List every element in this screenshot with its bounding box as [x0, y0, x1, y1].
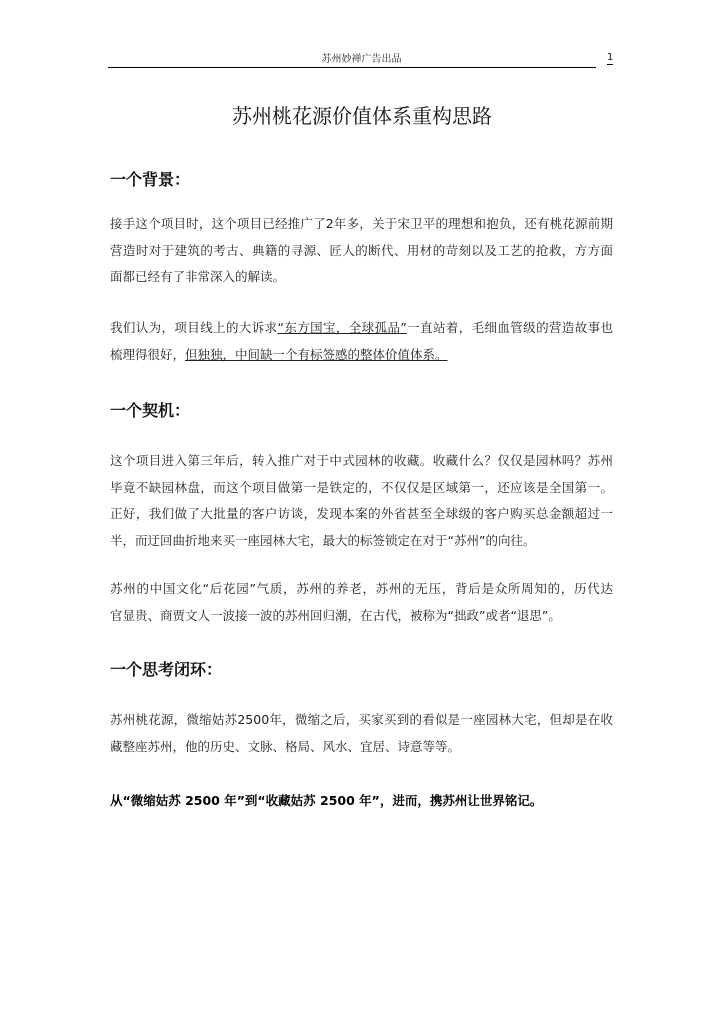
conclusion-text: 从“微缩姑苏 2500 年”到“收藏姑苏 2500 年”，进而，携苏州让世界铭记。	[110, 793, 543, 808]
text-line: 接手这个项目时，这个项目已经推广了2年多，关于宋卫平的理想和抱负，还有桃花源前期	[110, 216, 613, 231]
text-line: 官显贵、商贾文人一波接一波的苏州回归潮，在古代，被称为“拙政”或者“退思”。	[110, 607, 561, 623]
text-line: 半，而迂回曲折地来买一座园林大宅，最大的标签锁定在对于“苏州”的向往。	[110, 532, 536, 548]
text-line: 营造时对于建筑的考古、典籍的寻源、匠人的断代、用材的苛刻以及工艺的抢救，方方面	[110, 242, 613, 258]
section-heading-thinking-loop: 一个思考闭环：	[110, 660, 223, 679]
text-line: 正好，我们做了大批量的客户访谈，发现本案的外省甚至全球级的客户购买总金额超过一	[110, 506, 613, 521]
text-span: 我们认为，项目线上的大诉求	[110, 320, 278, 335]
text-line: 藏整座苏州，他的历史、文脉、格局、风水、宜居、诗意等等。	[110, 738, 461, 754]
header-rule	[108, 67, 596, 68]
text-line: 苏州的中国文化“后花园”气质，苏州的养老，苏州的无压，背后是众所周知的，历代达	[110, 581, 613, 596]
paragraph	[110, 214, 613, 294]
text-line: 这个项目进入第三年后，转入推广对于中式园林的收藏。收藏什么？仅仅是园林吗？苏州	[110, 453, 613, 468]
paragraph	[110, 451, 613, 557]
text-line	[110, 345, 613, 372]
text-line: 苏州桃花源，微缩姑苏2500年，微缩之后，买家买到的看似是一座园林大宅，但却是在收	[110, 712, 613, 727]
paragraph	[110, 318, 613, 371]
underlined-text: 但独独，中间缺一个有标签感的整体价值体系。	[185, 346, 448, 362]
conclusion-paragraph	[110, 791, 613, 818]
page-header: 苏州妙禅广告出品	[321, 54, 402, 65]
text-span: 一直站着，毛细血管级的营造故事也	[406, 320, 613, 335]
paragraph	[110, 579, 613, 632]
text-line	[110, 318, 613, 345]
paragraph	[110, 710, 613, 763]
text-line: 毕竟不缺园林盘，而这个项目做第一是铁定的，不仅仅是区域第一，还应该是全国第一。	[110, 479, 613, 495]
text-span: 梳理得很好，	[110, 346, 186, 362]
page-number: 1	[607, 52, 614, 63]
underlined-text: “东方国宝，全球孤品”	[277, 320, 407, 335]
document-title: 苏州桃花源价值体系重构思路	[232, 104, 492, 128]
text-line: 面都已经有了非常深入的解读。	[110, 269, 286, 284]
section-heading-background: 一个背景：	[110, 170, 191, 189]
section-heading-opportunity: 一个契机：	[110, 401, 191, 420]
